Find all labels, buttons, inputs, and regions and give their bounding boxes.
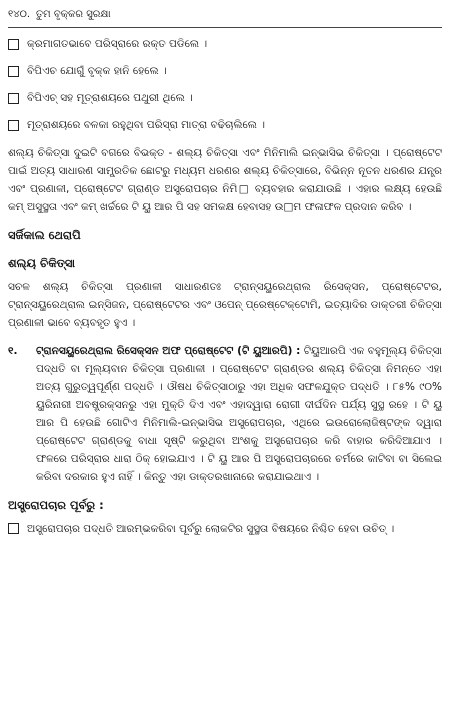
checkbox-square-icon	[8, 93, 19, 104]
item-title: ଟ୍ରାନସୟୁରେଥ୍ରାଲ ରିସେକ୍‌ସନ ଅଫ ପ୍ରୋଷ୍ଟେଟ (ଟି ୟୁଆରପି) :	[36, 345, 301, 357]
list-item-text: ବିପିଏଚ ଯୋଗୁଁ ବୃକ୍କ ହାନି ହେଲେ ।	[27, 65, 167, 77]
list-item	[8, 90, 442, 107]
intro-paragraph: ଶଲ୍ୟ ଚିକିତ୍ସା ଦୁଇଟି ବଗରେ ବିଭକ୍ତ - ଶଲ୍ୟ ଚିକିତ୍ସା ଏବଂ ମିନିମାଲି ଇନ୍‌ଭାସିଭ ଚିକିତ୍ସା । ପ୍ରୋଷ୍ଟେଟ ପାଇଁ ଅତ୍ୟ ସାଧାରଣ ସାମ୍ପ୍ରତିକ ଛୋଟରୁ ମଧ୍ୟମ ଧରଣର ଶଲ୍ୟ ଚିକିତ୍ସାରେ, ବିଭିନ୍ନ ନୂତନ ଧରଣର ଯନ୍ତ୍ର ଏବଂ ପ୍ରଣାଳୀ, ପ୍ରୋଷ୍ଟେଟ ଗ୍ରାଣ୍ଡ ଅସ୍ତ୍ରୋପଚାର ନିମି□ ବ୍ୟବହାର କରାଯାଉଛି । ଏହାର ଲକ୍ଷ୍ୟ ହେଉଛି କମ୍ ଅସୁସ୍ଥତା ଏବଂ କମ୍ ଖର୍ଚ୍ଚରେ ଟି ୟୁ ଆର ପି ସହ ସମକକ୍ଷ ହେବାସହ ଉ□ମ ଫଳାଫଳ ପ୍ରଦାନ କରିବ ।	[8, 147, 442, 213]
checkbox-square-icon	[8, 39, 19, 50]
page-header	[8, 4, 442, 24]
list-item	[8, 63, 442, 80]
page-number: ୧୪୦.	[8, 8, 31, 20]
item-body: ଟିୟୁଆରପି ଏକ ବହୁମୂଲ୍ୟ ଚିକିତ୍ସା ପଦ୍ଧତି ବା ମୂଲ୍ୟବାନ ଚିକିତ୍ସା ପ୍ରଣାଳୀ । ପ୍ରୋଷ୍ଟେଟ ଗ୍ରାଣ୍ଡର ଶଲ୍ୟ ଚିକିତ୍ସା ନିମନ୍ତେ ଏହା ଅତ୍ୟ ଗୁରୁତ୍ୱପୂର୍ଣ୍ଣ ପଦ୍ଧତି । ଔଷଧ ଚିକିତ୍ସାଠାରୁ ଏହା ଅଧିକ ସଫଳଯୁକ୍ତ ପଦ୍ଧତି । ୮୫% ୯୦% ୟୁରିନାରୀ ଅବଷ୍ଟ୍ରକ୍‌ସନରୁ ଏହା ମୁକ୍ତି ଦିଏ ଏବଂ ଏହାଦ୍ୱାରା ରୋଗୀ ଦୀର୍ଘଦିନ ପର୍ଯ୍ୟ ସୁସ୍ଥ ରହେ । ଟି ୟୁ ଆର ପି ହେଉଛି ଗୋଟିଏ ମିନିମାଲି-ଇନ୍‌ଭାସିଭ ଅସ୍ତ୍ରୋପଚାର, ଏଥିରେ ଇଉରୋଲୋଜିଷ୍ଟଙ୍କ ଦ୍ୱାରା ପ୍ରୋଷ୍ଟେଟ ଗ୍ରାଣ୍ଡକୁ ବାଧା ସୃଷ୍ଟି କରୁଥିବା ଅଂଶକୁ ଅସ୍ତ୍ରୋପଚାର କରି ବାହାର କରିଦିଆଯାଏ । ଫଳରେ ପରିସ୍ରାର ଧାରା ଠିକ୍ ହୋଇଯାଏ । ଟି ୟୁ ଆର ପି ଅସ୍ତ୍ରୋପଚାରରେ ଚର୍ମରେ କାଟିବା ବା ସିଲେଇ କରିବା ଦରକାର ହୁଏ ନାହିଁ । କିନ୍ତୁ ଏହା ଡାକ୍ତରଖାନାରେ କରାଯାଇଥାଏ ।	[36, 345, 442, 483]
list-item	[8, 520, 442, 538]
list-item	[8, 36, 442, 53]
checkbox-square-icon	[8, 523, 19, 534]
book-title: ତୁମ ବୃକ୍କର ସୁରକ୍ଷା	[36, 8, 111, 20]
list-item-text: ବିପିଏଚ୍ ସହ ମୂତ୍ରାଶୟରେ ପଥୁରୀ ଥିଲେ ।	[27, 92, 193, 104]
sub-heading: ଶଲ୍ୟ ଚିକିତ୍ସା	[8, 256, 76, 270]
list-item-text: କ୍ରମାଗତଭାବେ ପରିସ୍ରାରେ ରକ୍ତ ପଡିଲେ ।	[27, 38, 208, 50]
list-item-text: ଅସ୍ତ୍ରୋପଚାର ପଦ୍ଧତି ଆରମ୍ଭକରିବା ପୂର୍ବରୁ ଲୋକଟିର ସୁସ୍ଥତା ବିଷୟରେ ନିଶ୍ଚିତ ହେବା ଉଚିତ୍ ।	[27, 523, 395, 535]
checkbox-square-icon	[8, 66, 19, 77]
section-heading: ସର୍ଜିକାଲ ଥେରାପି	[8, 228, 81, 242]
item-number: ୧.	[8, 345, 18, 357]
checkbox-square-icon	[8, 120, 19, 131]
surgery-paragraph: ସଚଳ ଶଲ୍ୟ ଚିକିତ୍ସା ପ୍ରଣାଳୀ ସାଧାରଣତଃ ଟ୍ରାନ୍‌ସୟୁରେଥ୍ରାଲ ରିସେକ୍‌ସନ, ପ୍ରୋଷ୍ଟେଟର, ଟ୍ରାନ୍‌ସୟୁରେଥ୍ରାଲ ଇନ୍‌ସିଜନ, ପ୍ରୋଷ୍ଟେଟର ଏବଂ ଓପେନ୍ ପ୍ରେଷ୍ଟେକ୍ଟୋମି, ଇତ୍ୟାଦିର ଡାକ୍ତରୀ ଚିକିତ୍ସା ପ୍ରଣାଳୀ ଭାବେ ବ୍ୟବହୃତ ହୁଏ ।	[8, 281, 442, 329]
pre-op-heading: ଅସ୍ତ୍ରୋପଚାର ପୂର୍ବରୁ :	[8, 498, 104, 512]
header-divider	[8, 27, 442, 28]
numbered-item-content	[36, 342, 442, 486]
numbered-item	[8, 342, 442, 486]
list-item	[8, 117, 442, 134]
list-item-text: ମୂତ୍ରାଶୟରେ ବଳକା ରହୁଥିବା ପରିସ୍ରା ମାତ୍ରା ବଢିଚାଲିଲେ ।	[27, 119, 265, 131]
